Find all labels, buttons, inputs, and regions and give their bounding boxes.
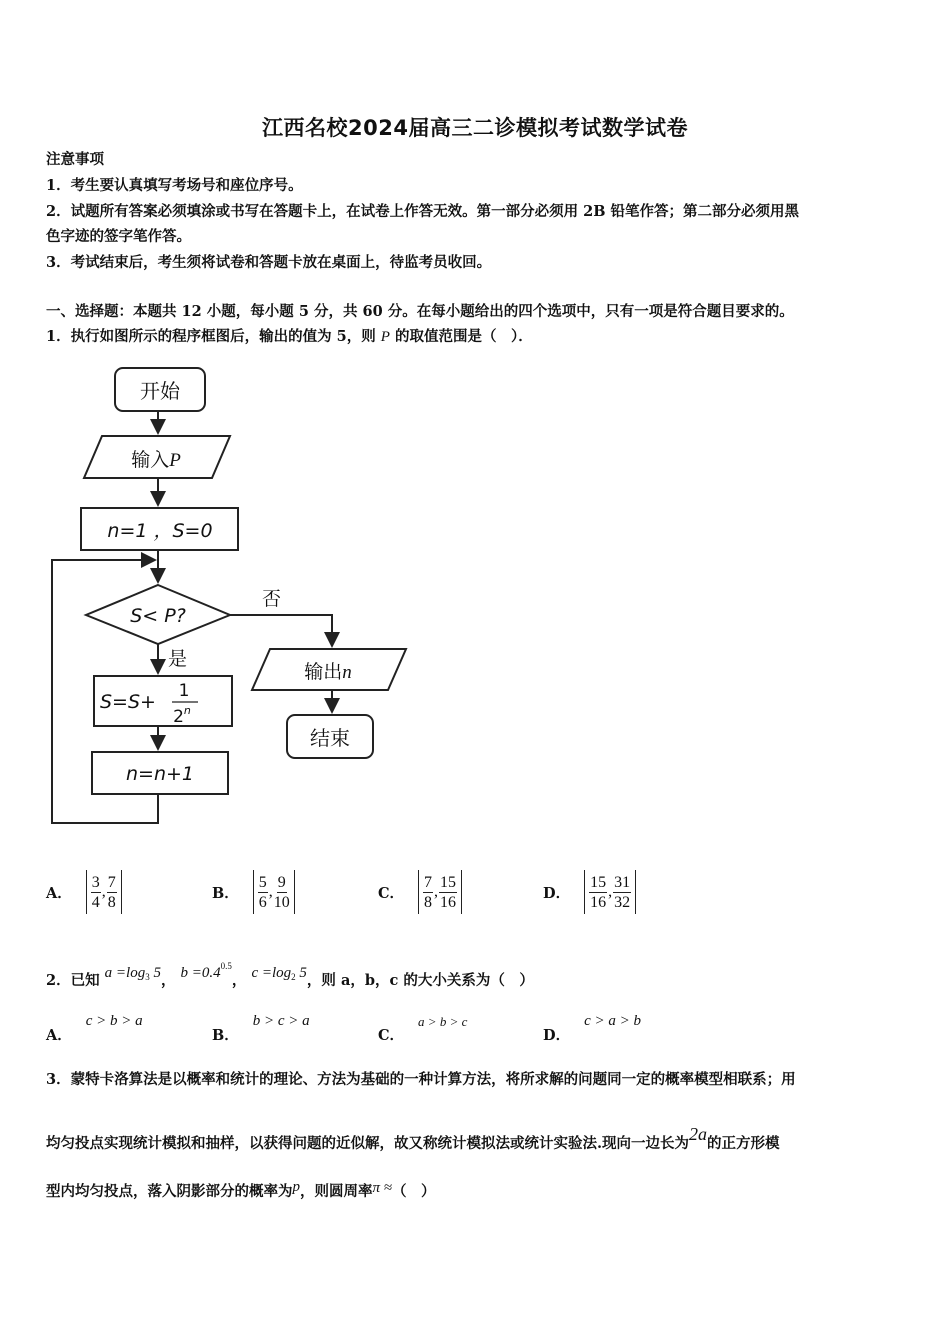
q2-option-b[interactable]: B． b > c > a	[212, 1013, 310, 1044]
interval: $\frac{15}{16}$ , $\frac{31}{32}$	[584, 870, 636, 914]
q1-stem-before: 1．执行如图所示的程序框图后，输出的值为 5，则	[46, 328, 381, 345]
notice-item-1: 1．考生要认真填写考场号和座位序号。	[46, 177, 303, 194]
question-1-stem	[46, 327, 533, 347]
flow-incr-text: n=n+1	[125, 763, 195, 785]
notice-item-2b: 色字迹的签字笔作答。	[46, 228, 191, 245]
q2-option-c[interactable]: C． a > b > c	[378, 1013, 468, 1044]
flow-update-den: 2$^n$	[173, 704, 191, 727]
flow-decision-text: S< P?	[130, 605, 186, 627]
flow-start-text: 开始	[140, 379, 180, 403]
q1-var: P	[380, 329, 390, 345]
flowchart	[40, 360, 420, 840]
notice-heading: 注意事项	[46, 151, 104, 168]
question-2-stem: 2．已知 $a =\log_3$ 5， $b =0.4^{0.5}$， $c =\log_2$ 5，则 a，b，c 的大小关系为（ ）	[46, 961, 534, 989]
q1-stem-after: 的取值范围是（ ）．	[389, 328, 533, 345]
question-3-line-1: 3．蒙特卡洛算法是以概率和统计的理论、方法为基础的一种计算方法，将所求解的问题同一定的概率模型相联系；用	[46, 1071, 796, 1088]
q1-option-b[interactable]: B． $\frac{5}{6}$ , $\frac{9}{10}$	[212, 870, 295, 914]
q2-b-def: $b =0.4^{0.5}$	[180, 961, 232, 981]
interval: $\frac{3}{4}$ , $\frac{7}{8}$	[86, 870, 122, 914]
notice-item-2a: 2．试题所有答案必须填涂或书写在答题卡上，在试卷上作答无效。第一部分必须用 2B 铅笔作答；第二部分必须用黑	[46, 203, 800, 220]
flow-update-left: S=S+	[100, 691, 156, 713]
flow-init-text: n=1 ，S=0	[107, 520, 213, 542]
flow-input-text: 输入P	[131, 449, 181, 471]
flow-yes-label: 是	[168, 648, 188, 670]
q2-a-def: $a =\log_3$ 5	[104, 965, 161, 982]
question-3-line-3: 型内均匀投点，落入阴影部分的概率为p，则圆周率π ≈（ ）	[46, 1179, 436, 1200]
flow-update-num: 1	[178, 681, 190, 701]
q2-option-d[interactable]: D． c > a > b	[543, 1013, 641, 1044]
exam-title: 江西名校2024届高三二诊模拟考试数学试卷	[262, 116, 688, 140]
flow-output-text: 输出n	[304, 661, 352, 683]
q2-c-def: $c =\log_2$ 5	[251, 965, 307, 982]
q1-option-a[interactable]: A． $\frac{3}{4}$ , $\frac{7}{8}$	[46, 870, 122, 914]
flow-no-label: 否	[262, 588, 282, 610]
notice-item-3: 3．考试结束后，考生须将试卷和答题卡放在桌面上，待监考员收回。	[46, 254, 492, 271]
q2-option-a[interactable]: A． c > b > a	[46, 1013, 143, 1044]
q1-option-c[interactable]: C． $\frac{7}{8}$ , $\frac{15}{16}$	[378, 870, 462, 914]
q1-option-d[interactable]: D． $\frac{15}{16}$ , $\frac{31}{32}$	[543, 870, 636, 914]
question-3-line-2: 均匀投点实现统计模拟和抽样，以获得问题的近似解，故又称统计模拟法或统计实验法.现向一边长为2a的正方形模	[46, 1124, 780, 1152]
flow-end-text: 结束	[310, 726, 350, 750]
interval: $\frac{5}{6}$ , $\frac{9}{10}$	[253, 870, 295, 914]
section-heading: 一、选择题：本题共 12 小题，每小题 5 分，共 60 分。在每小题给出的四个选项中，只有一项是符合题目要求的。	[46, 303, 794, 320]
interval: $\frac{7}{8}$ , $\frac{15}{16}$	[418, 870, 462, 914]
